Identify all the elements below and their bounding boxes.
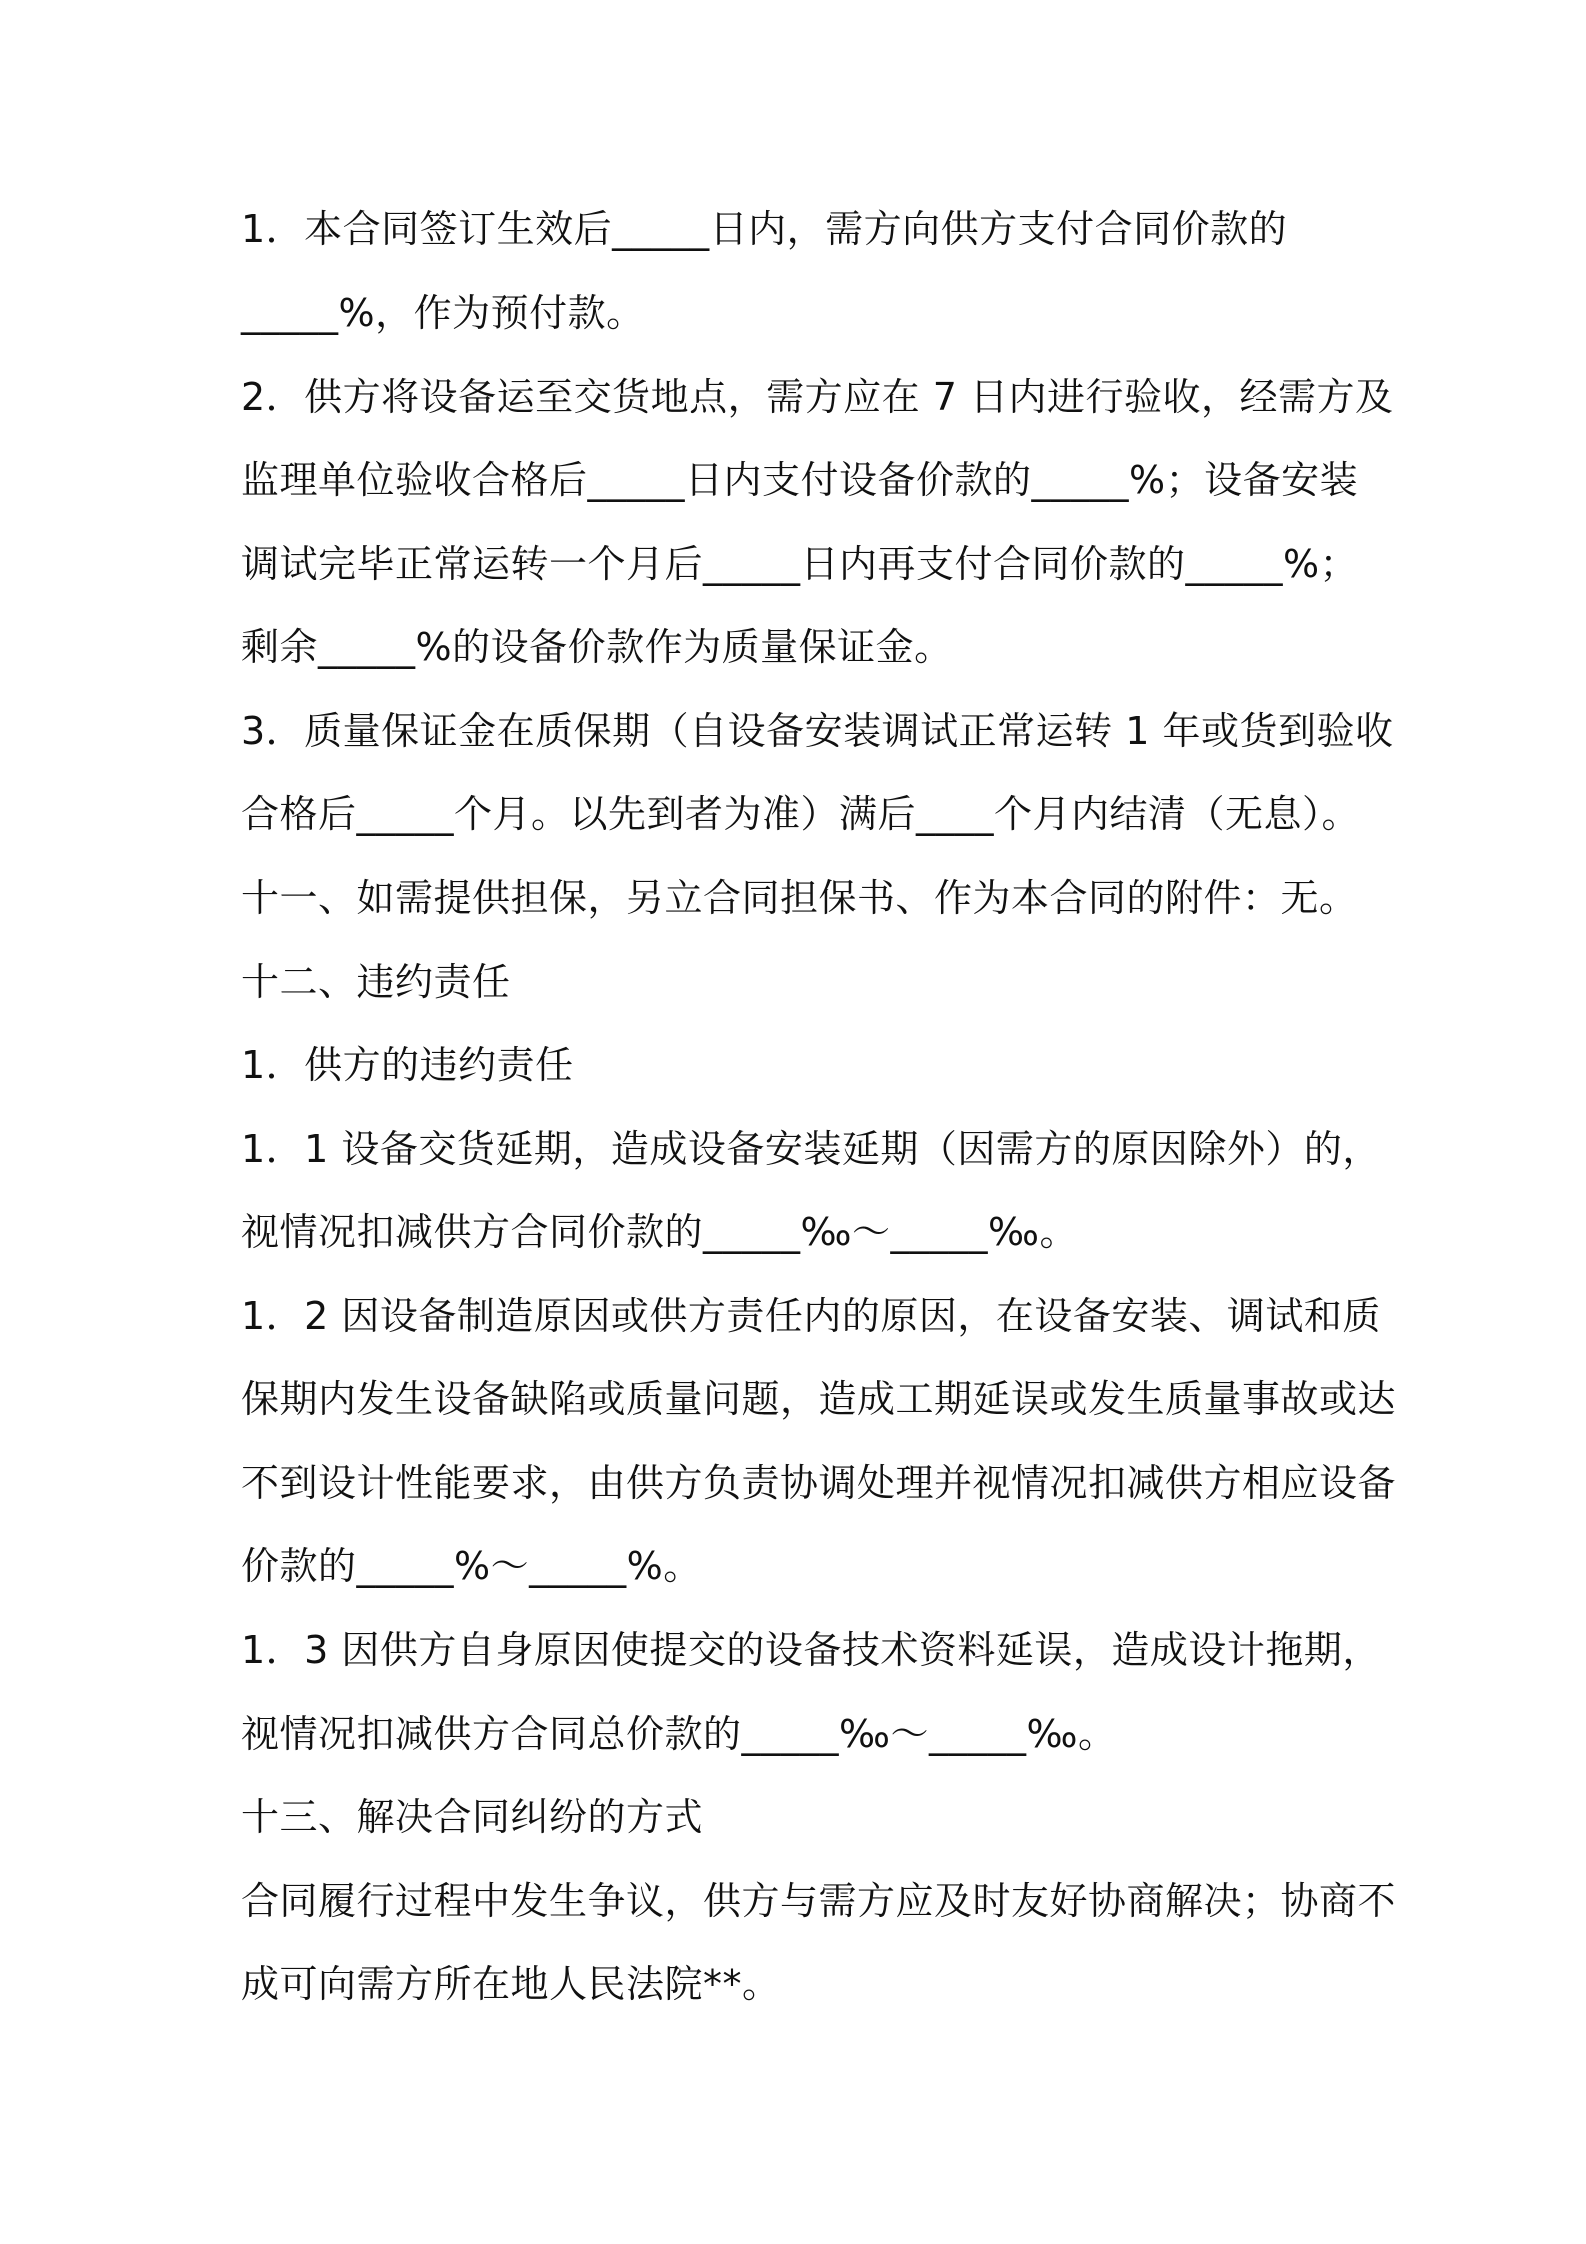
text-line: _____%，作为预付款。 bbox=[241, 291, 645, 335]
section-heading: 十二、违约责任 bbox=[241, 960, 511, 1004]
text-line: 调试完毕正常运转一个月后_____日内再支付合同价款的_____%； bbox=[241, 542, 1359, 586]
subsection-heading: 1．供方的违约责任 bbox=[241, 1043, 574, 1087]
text-line: 3．质量保证金在质保期（自设备安装调试正常运转 1 年或货到验收 bbox=[241, 709, 1394, 753]
text-line: 合格后_____个月。以先到者为准）满后____个月内结清（无息）。 bbox=[241, 792, 1361, 836]
section-heading: 十三、解决合同纠纷的方式 bbox=[241, 1795, 704, 1839]
text-line: 保期内发生设备缺陷或质量问题，造成工期延误或发生质量事故或达 bbox=[241, 1377, 1397, 1421]
text-line: 1．1 设备交货延期，造成设备安装延期（因需方的原因除外）的， bbox=[241, 1127, 1381, 1171]
text-line: 2．供方将设备运至交货地点，需方应在 7 日内进行验收，经需方及 bbox=[241, 375, 1394, 419]
text-line: 剩余_____%的设备价款作为质量保证金。 bbox=[241, 625, 953, 669]
text-line: 合同履行过程中发生争议，供方与需方应及时友好协商解决；协商不 bbox=[241, 1879, 1397, 1923]
text-line: 1．本合同签订生效后_____日内，需方向供方支付合同价款的 bbox=[241, 207, 1288, 251]
text-line: 不到设计性能要求，由供方负责协调处理并视情况扣减供方相应设备 bbox=[241, 1461, 1397, 1505]
text-line: 视情况扣减供方合同价款的_____‰～_____‰。 bbox=[241, 1210, 1078, 1254]
text-line: 监理单位验收合格后_____日内支付设备价款的_____%；设备安装 bbox=[241, 458, 1359, 502]
text-line: 1．2 因设备制造原因或供方责任内的原因，在设备安装、调试和质 bbox=[241, 1294, 1381, 1338]
text-line: 1．3 因供方自身原因使提交的设备技术资料延误，造成设计拖期， bbox=[241, 1628, 1381, 1672]
section-heading: 十一、如需提供担保，另立合同担保书、作为本合同的附件：无。 bbox=[241, 876, 1358, 920]
text-line: 价款的_____%～_____%。 bbox=[241, 1544, 702, 1588]
text-line: 成可向需方所在地人民法院**。 bbox=[241, 1962, 781, 2006]
text-line: 视情况扣减供方合同总价款的_____‰～_____‰。 bbox=[241, 1712, 1117, 1756]
